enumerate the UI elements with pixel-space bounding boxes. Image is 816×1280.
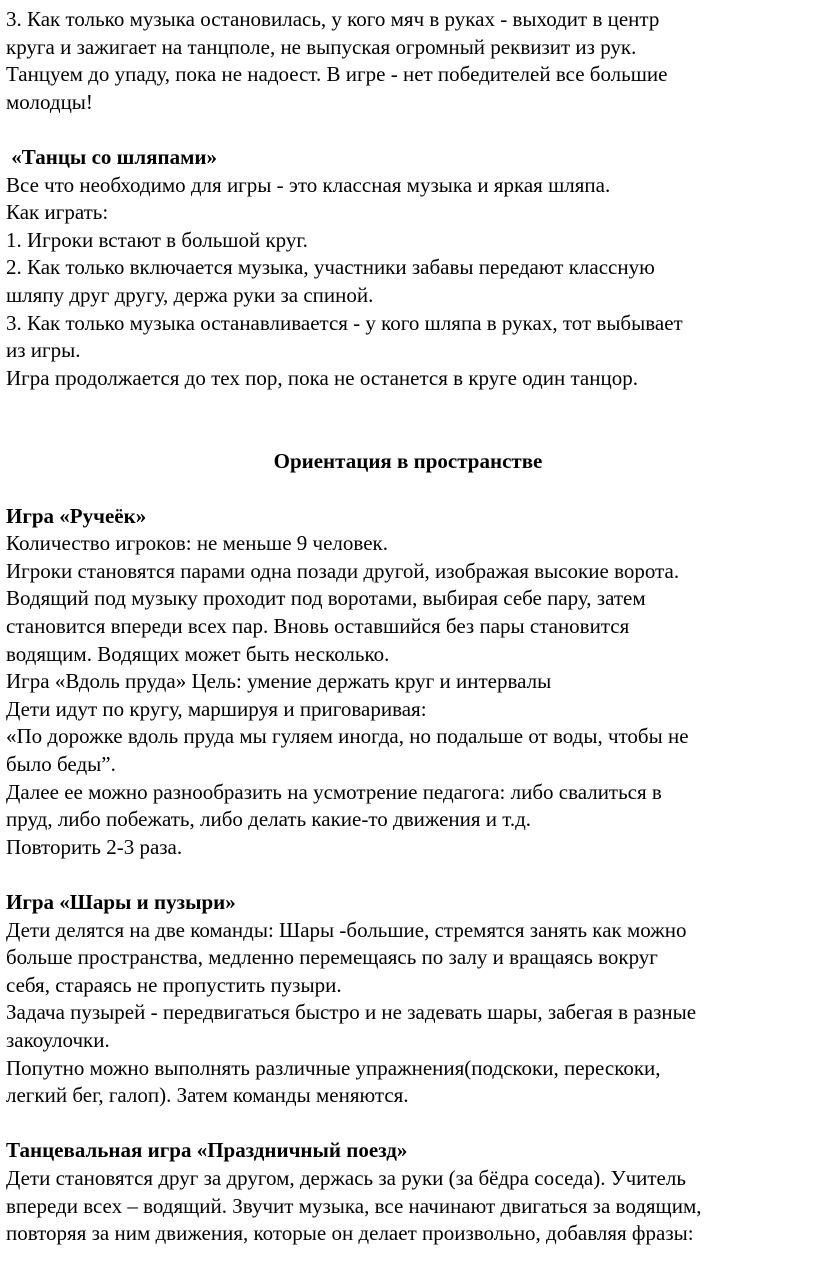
text-line: «По дорожке вдоль пруда мы гуляем иногда, но подальше от воды, чтобы не bbox=[6, 724, 689, 749]
text-line: впереди всех – водящий. Звучит музыка, все начинают двигаться за водящим, bbox=[6, 1193, 702, 1218]
text-line: Как играть: bbox=[6, 200, 109, 225]
section-heading: Ориентация в пространстве bbox=[273, 448, 543, 473]
text-line: становится впереди всех пар. Вновь оставшийся без пары становится bbox=[6, 614, 630, 639]
blank-line bbox=[6, 475, 816, 503]
hats-game-section bbox=[6, 144, 816, 392]
text-line: было беды”. bbox=[6, 752, 116, 777]
text-line: 1. Игроки встают в большой круг. bbox=[6, 227, 308, 252]
text-line: 3. Как только музыка остановилась, у кого мяч в руках - выходит в центр bbox=[6, 7, 660, 31]
text-line: Все что необходимо для игры - это классная музыка и яркая шляпа. bbox=[6, 172, 611, 197]
text-line: шляпу друг другу, держа руки за спиной. bbox=[6, 282, 374, 307]
blank-line bbox=[6, 420, 816, 448]
text-line: Дети делятся на две команды: Шары -большие, стремятся занять как можно bbox=[6, 917, 687, 942]
blank-line bbox=[6, 392, 816, 420]
text-line: Задача пузырей - передвигаться быстро и не задевать шары, забегая в разные bbox=[6, 1000, 697, 1025]
text-line: Далее ее можно разнообразить на усмотрение педагога: либо свалиться в bbox=[6, 779, 662, 804]
text-line: повторяя за ним движения, которые он делает произвольно, добавляя фразы: bbox=[6, 1221, 694, 1246]
text-line: круга и зажигает на танцполе, не выпуская огромный реквизит из рук. bbox=[6, 34, 637, 59]
text-line: Игроки становятся парами одна позади другой, изображая высокие ворота. bbox=[6, 558, 680, 583]
text-line: Попутно можно выполнять различные упражнения(подскоки, перескоки, bbox=[6, 1055, 661, 1080]
text-line: Количество игроков: не меньше 9 человек. bbox=[6, 531, 388, 556]
text-line: легкий бег, галоп). Затем команды меняются. bbox=[6, 1083, 409, 1108]
text-line: пруд, либо побежать, либо делать какие-то движения и т.д. bbox=[6, 807, 532, 832]
blank-line bbox=[6, 861, 816, 889]
text-line: Игра продолжается до тех пор, пока не останется в круге один танцор. bbox=[6, 365, 638, 390]
hats-game-title: «Танцы со шляпами» bbox=[6, 144, 218, 169]
text-line: 2. Как только включается музыка, участники забавы передают классную bbox=[6, 255, 655, 280]
brook-game-section bbox=[6, 503, 816, 862]
text-line: закоулочки. bbox=[6, 1027, 110, 1052]
balls-game-section bbox=[6, 889, 816, 1110]
text-line: Игра «Вдоль пруда» Цель: умение держать круг и интервалы bbox=[6, 669, 552, 694]
train-game-section bbox=[6, 1137, 816, 1247]
text-line: водящим. Водящих может быть несколько. bbox=[6, 641, 390, 666]
text-line: 3. Как только музыка останавливается - у кого шляпа в руках, тот выбывает bbox=[6, 310, 683, 335]
intro-paragraph bbox=[6, 6, 816, 116]
text-line: Повторить 2-3 раза. bbox=[6, 834, 183, 859]
text-line: Дети становятся друг за другом, держась за руки (за бёдра соседа). Учитель bbox=[6, 1165, 686, 1190]
brook-game-title: Игра «Ручеёк» bbox=[6, 503, 147, 528]
text-line: себя, стараясь не пропустить пузыри. bbox=[6, 972, 342, 997]
text-line: из игры. bbox=[6, 338, 81, 363]
blank-line bbox=[6, 1110, 816, 1138]
balls-game-title: Игра «Шары и пузыри» bbox=[6, 890, 236, 914]
train-game-title: Танцевальная игра «Праздничный поезд» bbox=[6, 1138, 408, 1163]
text-line: молодцы! bbox=[6, 89, 93, 114]
text-line: Водящий под музыку проходит под воротами, выбирая себе пару, затем bbox=[6, 586, 646, 611]
text-line: Танцуем до упаду, пока не надоест. В игре - нет победителей все большие bbox=[6, 62, 668, 87]
text-line: больше пространства, медленно перемещаясь по залу и вращаясь вокруг bbox=[6, 945, 658, 970]
blank-line bbox=[6, 116, 816, 144]
text-line: Дети идут по кругу, маршируя и приговаривая: bbox=[6, 696, 427, 721]
